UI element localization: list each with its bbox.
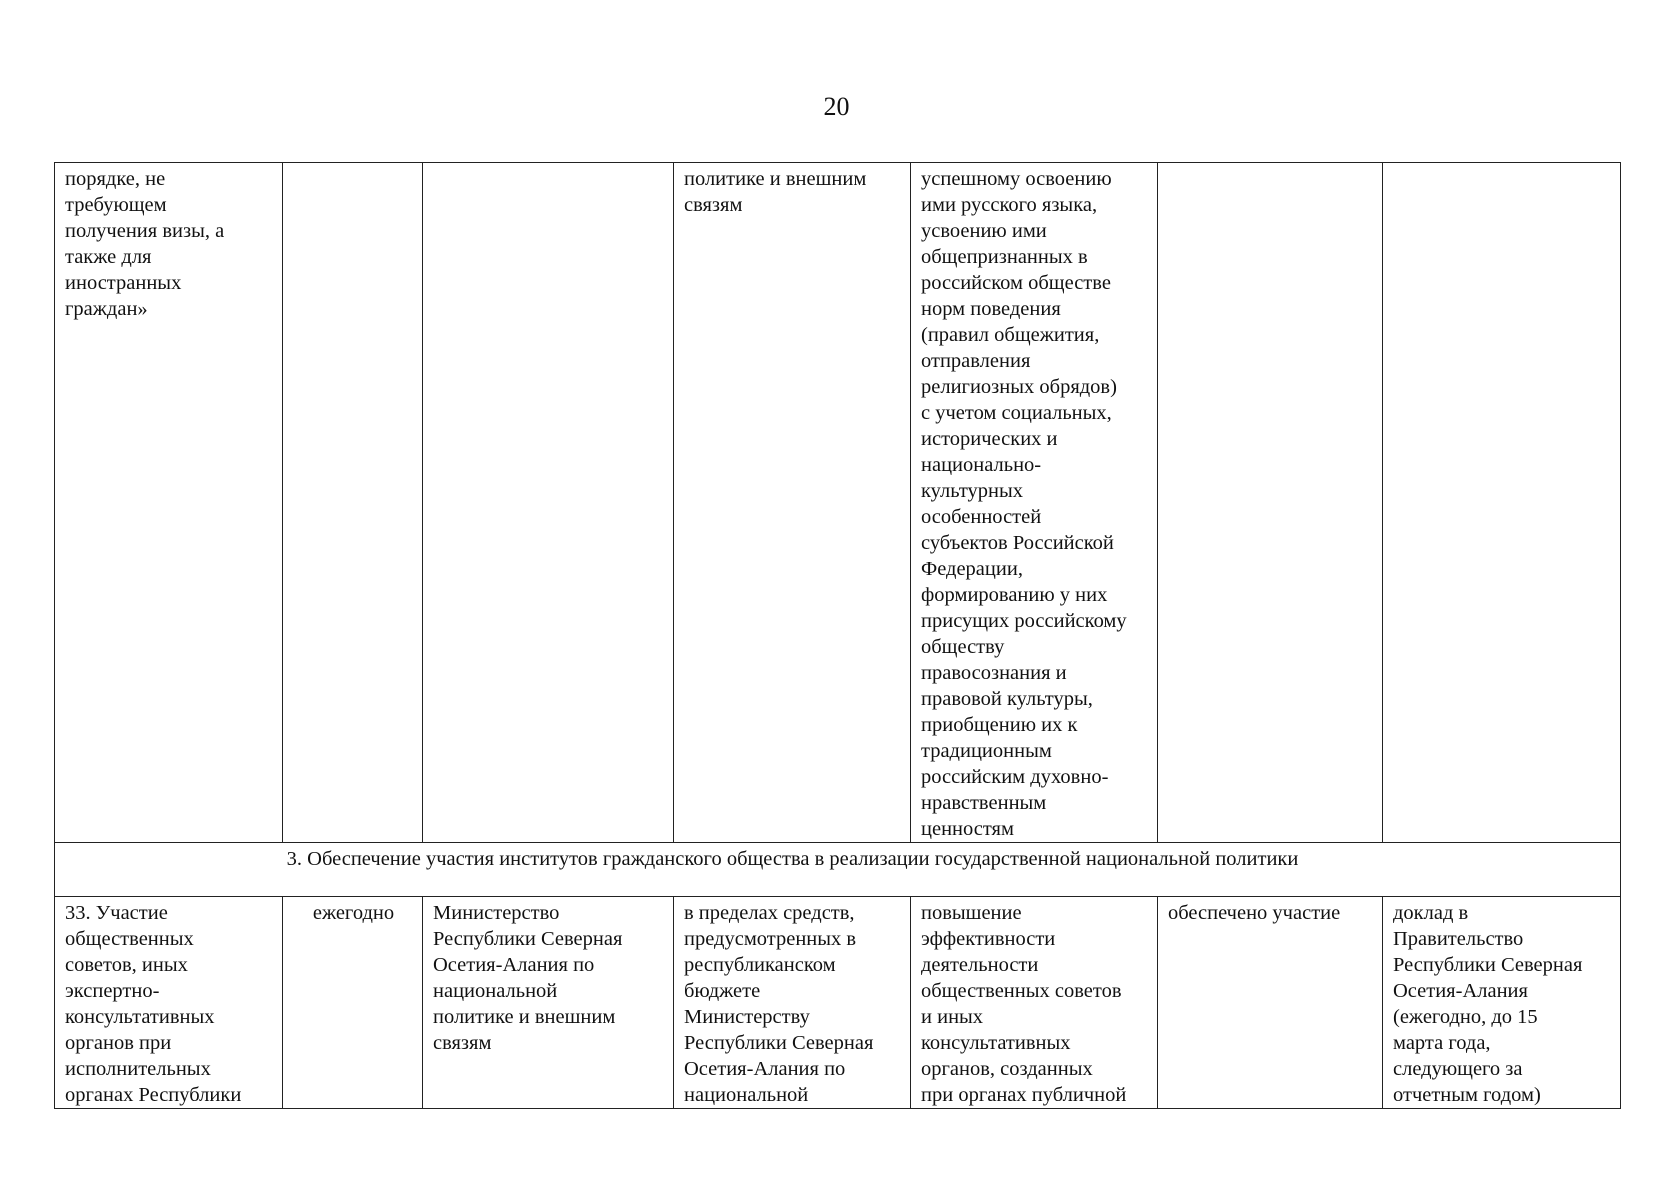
cell-report [1383,163,1621,843]
cell-result [1158,163,1383,843]
cell-result: обеспечено участие [1158,897,1383,1109]
page-number: 20 [823,92,850,121]
cell-funding: в пределах средств, предусмотренных в республиканском бюджете Министерству Республики Северная Осетия-Алания по национальной [674,897,911,1109]
section-heading: 3. Обеспечение участия институтов гражданского общества в реализации государственной национальной политики [55,843,1621,897]
cell-measure: 33. Участие общественных советов, иных экспертно- консультативных органов при исполнительных органах Республики [55,897,283,1109]
cell-responsible: Министерство Республики Северная Осетия-Алания по национальной политике и внешним связям [423,897,674,1109]
cell-deadline: ежегодно [283,897,423,1109]
table-row-continuation [55,163,1621,843]
cell-goal: успешному освоению ими русского языка, усвоению ими общепризнанных в российском обществе норм поведения (правил общежития, отправления религиозных обрядов) с учетом социальных, исторических и национально- культурных особенностей субъектов Российской Федерации, формированию у них присущих российскому обществу правосознания и правовой культуры, приобщению их к традиционным российским духовно- нравственным ценностям [911,163,1158,843]
cell-responsible [423,163,674,843]
cell-measure: порядке, не требующем получения визы, а также для иностранных граждан» [55,163,283,843]
table-row-section-heading [55,843,1621,897]
cell-deadline [283,163,423,843]
cell-report: доклад в Правительство Республики Северная Осетия-Алания (ежегодно, до 15 марта года, следующего за отчетным годом) [1383,897,1621,1109]
measures-table [54,162,1621,1109]
cell-goal: повышение эффективности деятельности общественных советов и иных консультативных органов, созданных при органах публичной [911,897,1158,1109]
cell-funding: политике и внешним связям [674,163,911,843]
table-row-33 [55,897,1621,1109]
